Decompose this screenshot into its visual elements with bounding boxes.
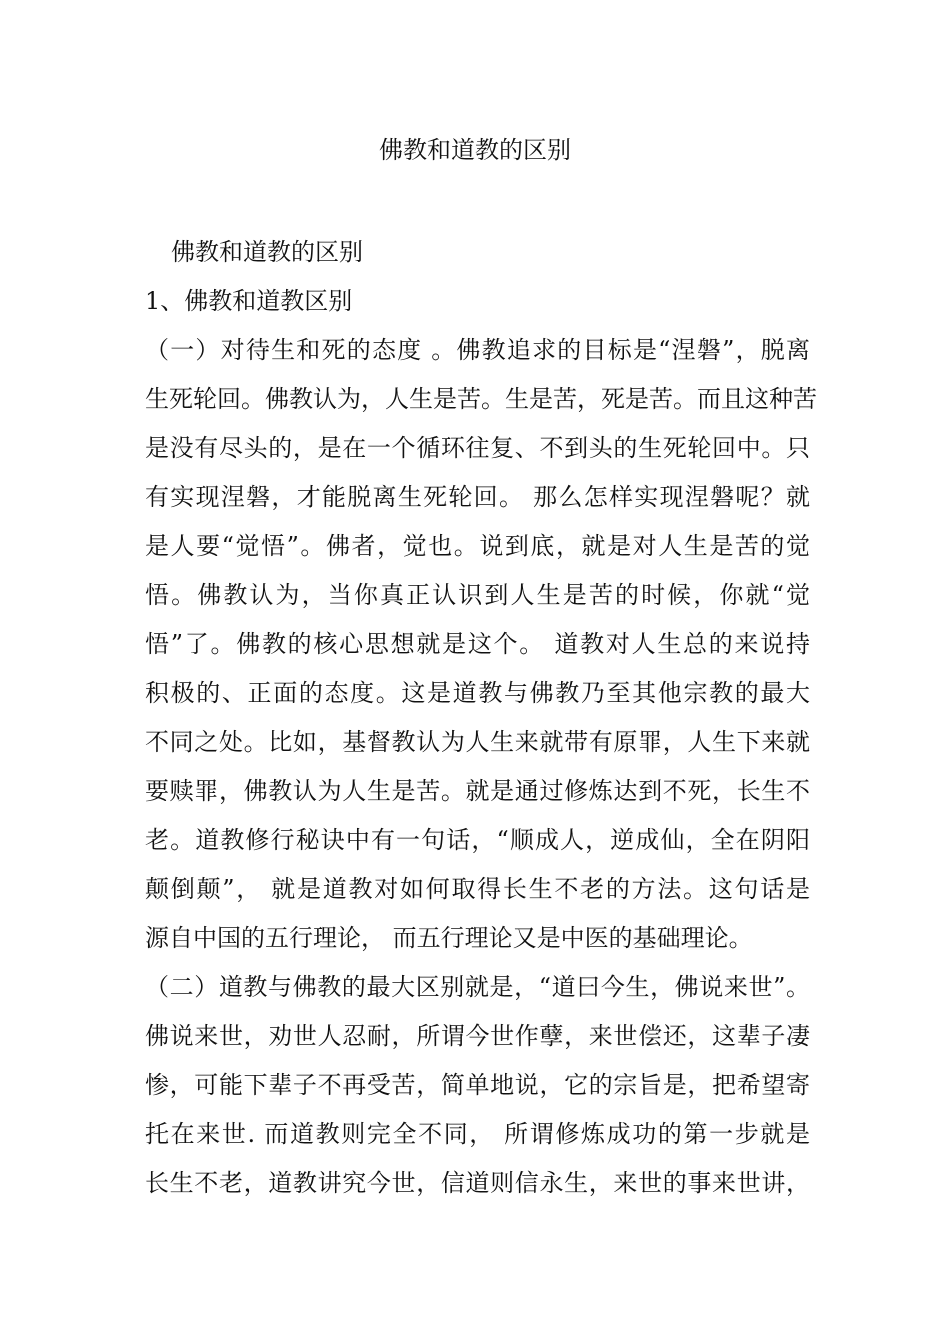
paragraph-line: 不同之处。比如，基督教认为人生来就带有原罪，人生下来就 xyxy=(145,728,810,756)
paragraph-line: 积极的、正面的态度。这是道教与佛教乃至其他宗教的最大 xyxy=(145,679,810,707)
paragraph-line: 悟”了。佛教的核心思想就是这个。 道教对人生总的来说持 xyxy=(145,630,810,658)
paragraph-line: 是人要“觉悟”。佛者，觉也。说到底，就是对人生是苦的觉 xyxy=(145,532,810,560)
paragraph-line: 长生不老，道教讲究今世，信道则信永生，来世的事来世讲， xyxy=(145,1169,810,1197)
paragraph-line: 有实现涅磐，才能脱离生死轮回。 那么怎样实现涅磐呢？就 xyxy=(145,483,810,511)
paragraph-line: 是没有尽头的，是在一个循环往复、不到头的生死轮回中。只 xyxy=(145,434,810,462)
paragraph-line: 悟。佛教认为，当你真正认识到人生是苦的时候，你就“觉 xyxy=(145,581,810,609)
paragraph-line: 要赎罪，佛教认为人生是苦。就是通过修炼达到不死，长生不 xyxy=(145,777,810,805)
section-heading: 1、佛教和道教区别 xyxy=(145,287,353,315)
document-body xyxy=(145,228,817,1208)
paragraph-line: 惨，可能下辈子不再受苦，简单地说，它的宗旨是，把希望寄 xyxy=(145,1071,810,1099)
paragraph-line: 托在来世. 而道教则完全不同， 所谓修炼成功的第一步就是 xyxy=(145,1120,810,1148)
paragraph-line: （一）对待生和死的态度 。佛教追求的目标是“涅磐”，脱离 xyxy=(145,336,810,364)
paragraph-line: 佛说来世，劝世人忍耐，所谓今世作孽，来世偿还，这辈子凄 xyxy=(145,1022,810,1050)
paragraph-line: 源自中国的五行理论， 而五行理论又是中医的基础理论。 xyxy=(145,924,753,952)
document-title: 佛教和道教的区别 xyxy=(379,136,571,164)
subtitle-line: 佛教和道教的区别 xyxy=(171,238,363,266)
paragraph-line: 颠倒颠”， 就是道教对如何取得长生不老的方法。这句话是 xyxy=(145,875,810,903)
paragraph-line: （二）道教与佛教的最大区别就是，“道曰今生，佛说来世”。 xyxy=(145,973,810,1001)
paragraph-line: 老。道教修行秘诀中有一句话，“顺成人，逆成仙，全在阴阳 xyxy=(145,826,810,854)
paragraph-line: 生死轮回。佛教认为，人生是苦。生是苦，死是苦。而且这种苦 xyxy=(145,385,817,413)
